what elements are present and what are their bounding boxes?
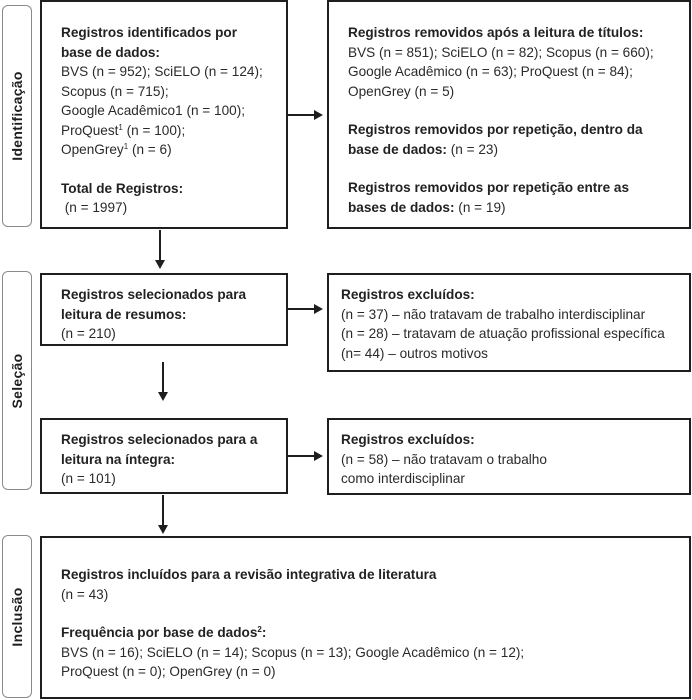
abstracts-selected-box: [40, 273, 288, 346]
removed-titles-line: BVS (n = 851); SciELO (n = 82); Scopus (n = 660);: [348, 44, 654, 60]
removed-between-line: bases de dados: (n = 19): [348, 199, 506, 215]
footnote-marker: 1: [118, 122, 123, 132]
phase-identification: [2, 5, 32, 227]
identified-title-line1: Registros identificados por: [61, 25, 237, 40]
abstracts-title-line2: leitura de resumos:: [61, 306, 187, 322]
removed-titles-line: Google Acadêmico (n = 63); ProQuest (n = 84);: [348, 64, 633, 79]
identified-proquest-line: [61, 121, 276, 141]
frequency-line: BVS (n = 16); SciELO (n = 14); Scopus (n = 13); Google Acadêmico (n = 12);: [61, 644, 525, 660]
removed-titles-heading: Registros removidos após a leitura de títulos:: [348, 25, 644, 40]
included-title: Registros incluídos para a revisão integrativa de literatura: [61, 567, 437, 582]
excluded-abstracts-line: (n = 37) – não tratavam de trabalho interdisciplinar: [341, 306, 646, 322]
identified-line: BVS (n = 952); SciELO (n = 124);: [61, 64, 263, 79]
identified-records-box: [40, 0, 288, 229]
frequency-line: ProQuest (n = 0); OpenGrey (n = 0): [61, 664, 276, 679]
excluded-fulltext-line: (n = 58) – não tratavam o trabalho: [341, 451, 547, 467]
arrow-down-icon: [157, 362, 169, 402]
total-title: Total de Registros:: [61, 180, 184, 196]
excluded-fulltext-title: Registros excluídos:: [341, 432, 475, 447]
arrow-right-icon: [288, 303, 324, 315]
phase-selection: [2, 271, 32, 490]
fulltext-selected-box: [40, 418, 288, 494]
fulltext-title-line2: leitura na íntegra:: [61, 451, 176, 467]
opengrey-name: OpenGrey: [61, 142, 124, 157]
fulltext-value: (n = 101): [61, 471, 116, 486]
phase-inclusion: [2, 535, 32, 698]
fulltext-title-line1: Registros selecionados para a: [61, 432, 258, 447]
removed-titles-line: OpenGrey (n = 5): [348, 83, 455, 99]
removed-within-line: base de dados: (n = 23): [348, 141, 498, 157]
abstracts-title-line1: Registros selecionados para: [61, 287, 247, 302]
footnote-marker: 1: [123, 142, 129, 151]
arrow-down-icon: [154, 230, 166, 270]
removed-records-box: [327, 0, 691, 229]
identified-opengrey-line: [61, 140, 276, 160]
proquest-value: (n = 100);: [122, 122, 186, 138]
frequency-title: Frequência por base de dados$^2$:: [61, 625, 267, 640]
identified-line: Google Acadêmico1 (n = 100);: [61, 103, 246, 118]
opengrey-value: (n = 6): [128, 142, 172, 157]
removed-within-heading: Registros removidos por repetição, dentro da: [348, 122, 643, 137]
excluded-abstracts-line: (n= 44) – outros motivos: [341, 345, 488, 361]
included-records-box: [40, 536, 691, 699]
removed-within-value: (n = 23): [446, 141, 498, 157]
phase-label-identification: Identificação: [9, 71, 25, 161]
excluded-fulltext-line: como interdisciplinar: [341, 471, 465, 486]
proquest-name: ProQuest: [61, 122, 119, 138]
arrow-right-icon: [288, 450, 324, 462]
footnote-marker: 2: [257, 625, 262, 634]
excluded-abstracts-title: Registros excluídos:: [341, 287, 475, 302]
abstracts-value: (n = 210): [61, 326, 116, 341]
identified-line: Scopus (n = 715);: [61, 83, 169, 99]
identified-title-line2: base de dados:: [61, 44, 160, 60]
removed-between-value: (n = 19): [454, 199, 506, 215]
removed-between-heading: Registros removidos por repetição entre as: [348, 180, 630, 195]
included-value: (n = 43): [61, 586, 109, 602]
arrow-right-icon: [288, 109, 324, 121]
phase-label-selection: Seleção: [9, 352, 25, 409]
excluded-fulltext-box: [327, 418, 691, 495]
arrow-down-icon: [157, 495, 169, 535]
excluded-abstracts-line: (n = 28) – tratavam de atuação profissional específica: [341, 326, 665, 341]
phase-label-inclusion: Inclusão: [9, 586, 25, 647]
total-value: (n = 1997): [61, 200, 128, 215]
excluded-abstracts-box: [327, 273, 691, 372]
